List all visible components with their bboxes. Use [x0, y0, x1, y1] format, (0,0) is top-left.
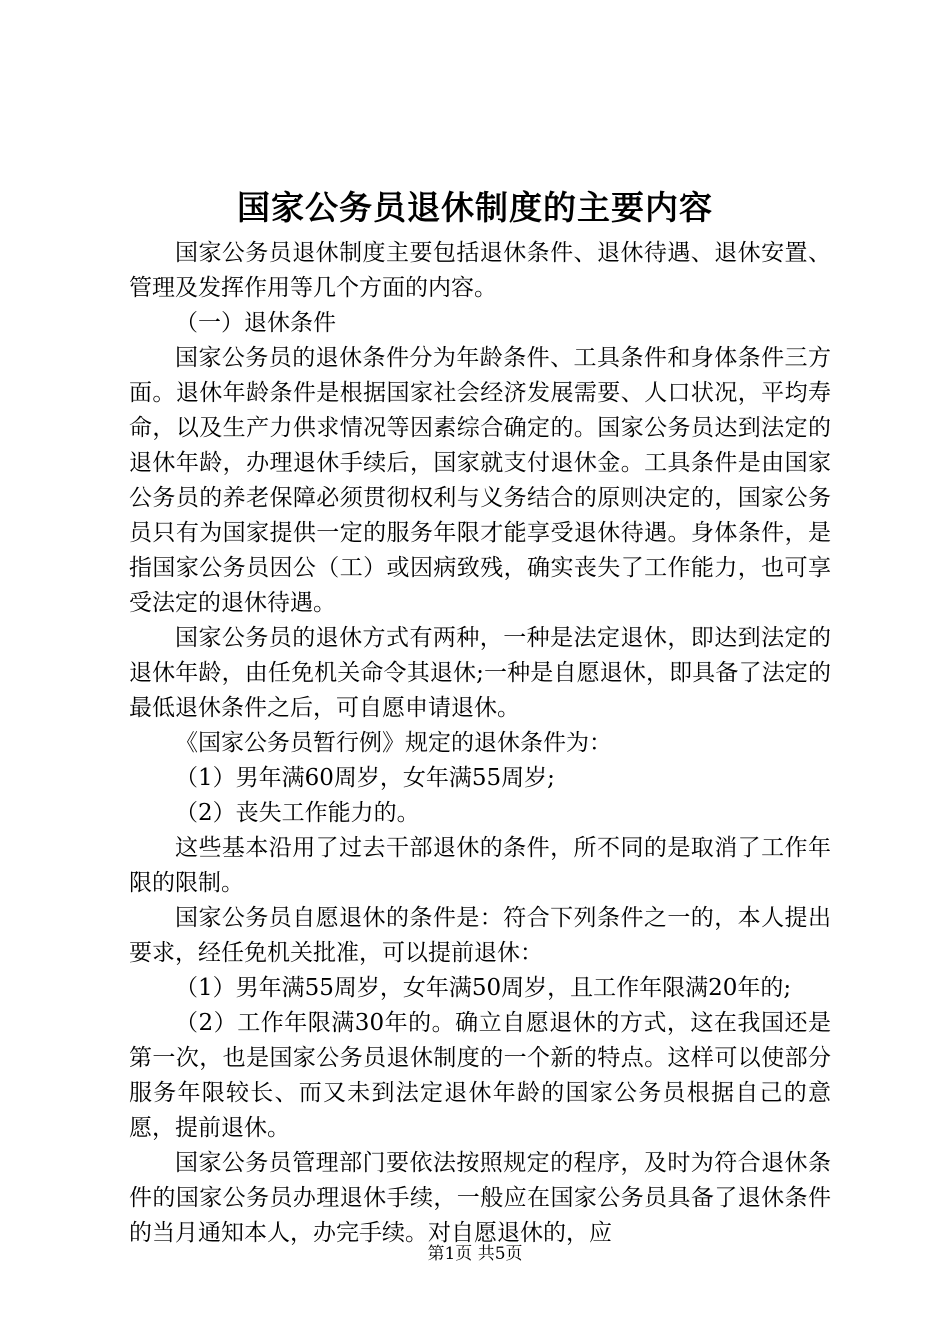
paragraph: 国家公务员的退休方式有两种，一种是法定退休，即达到法定的退休年龄，由任免机关命令其退休;一种是自愿退休，即具备了法定的最低退休条件之后，可自愿申请退休。 [129, 625, 831, 721]
document-title: 国家公务员退休制度的主要内容 [237, 188, 713, 227]
page-footer: 第1页 共5页 [427, 1244, 523, 1264]
list-item: （2）丧失工作能力的。 [175, 800, 420, 826]
list-item: （1）男年满55周岁，女年满50周岁，且工作年限满20年的; [175, 975, 792, 1001]
document-body [129, 236, 831, 1251]
paragraph: 这些基本沿用了过去干部退休的条件，所不同的是取消了工作年限的限制。 [129, 835, 831, 896]
paragraph: 《国家公务员暂行例》规定的退休条件为： [175, 730, 612, 756]
paragraph: 国家公务员的退休条件分为年龄条件、工具条件和身体条件三方面。退休年龄条件是根据国家社会经济发展需要、人口状况，平均寿命，以及生产力供求情况等因素综合确定的。国家公务员达到法定的退休年龄，办理退休手续后，国家就支付退休金。工具条件是由国家公务员的养老保障必须贯彻权利与义务结合的原则决定的，国家公务员只有为国家提供一定的服务年限才能享受退休待遇。身体条件，是指国家公务员因公（工）或因病致残，确实丧失了工作能力，也可享受法定的退休待遇。 [129, 345, 831, 616]
paragraph: 国家公务员退休制度主要包括退休条件、退休待遇、退休安置、管理及发挥作用等几个方面的内容。 [129, 240, 831, 301]
section-heading: （一）退休条件 [175, 310, 336, 336]
paragraph: 国家公务员自愿退休的条件是：符合下列条件之一的，本人提出要求，经任免机关批准，可以提前退休： [129, 905, 831, 966]
paragraph: 国家公务员管理部门要依法按照规定的程序，及时为符合退休条件的国家公务员办理退休手续，一般应在国家公务员具备了退休条件的当月通知本人，办完手续。对自愿退休的，应 [129, 1150, 831, 1246]
list-item: （2）工作年限满30年的。确立自愿退休的方式，这在我国还是第一次，也是国家公务员退休制度的一个新的特点。这样可以使部分服务年限较长、而又未到法定退休年龄的国家公务员根据自己的意愿，提前退休。 [129, 1010, 831, 1141]
list-item: （1）男年满60周岁，女年满55周岁; [175, 765, 555, 791]
